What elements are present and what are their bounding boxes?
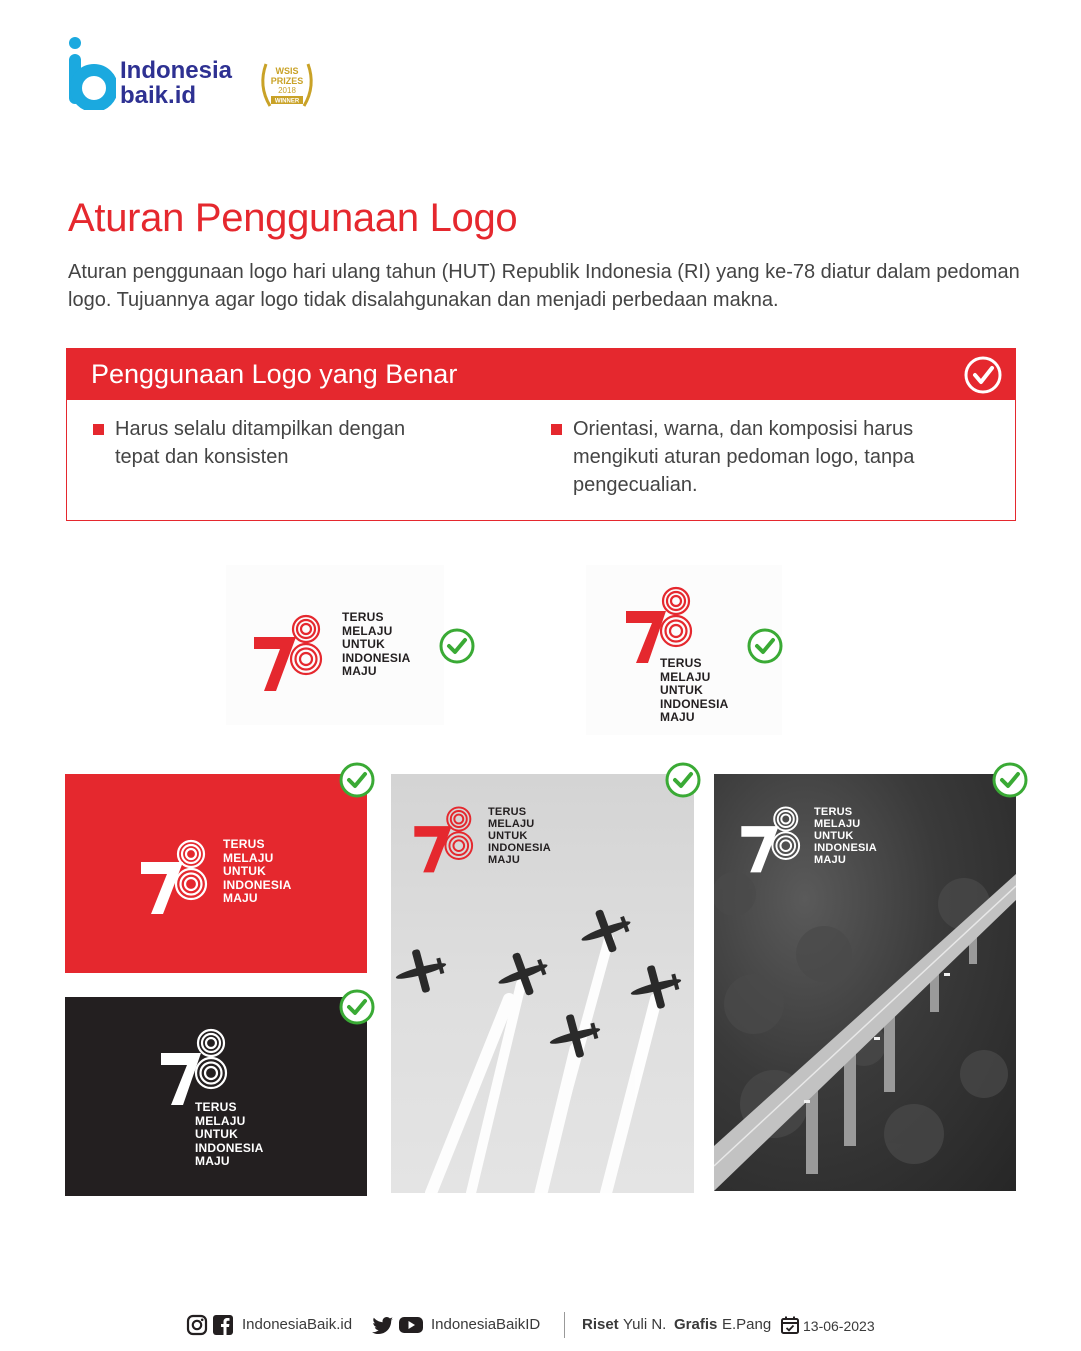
svg-text:PRIZES: PRIZES — [270, 76, 304, 86]
indonesiabaik-logo-icon — [68, 36, 116, 110]
logo-78-mark — [409, 790, 489, 880]
check-badge-icon — [439, 628, 475, 664]
check-badge-icon — [339, 989, 375, 1025]
riset-label: Riset — [582, 1316, 619, 1333]
check-badge-icon — [665, 762, 701, 798]
rule-item: Harus selalu ditampilkan dengan tepat dan konsisten — [93, 415, 453, 471]
logo-tagline: TERUS MELAJU UNTUK INDONESIA MAJU — [342, 610, 411, 678]
footer-divider — [564, 1312, 565, 1338]
correct-usage-heading: Penggunaan Logo yang Benar — [91, 359, 458, 389]
riset-name: Yuli N. — [623, 1316, 667, 1333]
wsis-award-badge-icon — [256, 54, 318, 116]
svg-text:WSIS: WSIS — [275, 66, 299, 76]
logo-on-black-panel — [65, 997, 367, 1196]
youtube-icon[interactable] — [398, 1314, 424, 1336]
logo-78-mark — [155, 1017, 245, 1109]
svg-text:2018: 2018 — [278, 86, 296, 95]
calendar-check-icon — [780, 1315, 800, 1335]
logo-on-photo-bridge-panel — [714, 774, 1016, 1191]
logo-on-red-panel — [65, 774, 367, 973]
publish-date: 13-06-2023 — [803, 1318, 875, 1334]
check-badge-icon — [339, 762, 375, 798]
logo-on-photo-planes-panel — [391, 774, 694, 1193]
bullet-square-icon — [551, 424, 562, 435]
logo-tagline: TERUS MELAJU UNTUK INDONESIA MAJU — [488, 806, 551, 866]
svg-text:WINNER: WINNER — [274, 98, 300, 105]
check-badge-icon — [747, 628, 783, 664]
logo-78-mark — [135, 822, 225, 922]
logo-horizontal-panel — [226, 565, 444, 725]
grafis-label: Grafis — [674, 1316, 718, 1333]
intro-paragraph: Aturan penggunaan logo hari ulang tahun (HUT) Republik Indonesia (RI) yang ke-78 diatur dalam pedoman logo. Tujuannya agar logo tidak disalahgunakan dan menjadi perbedaan makna. — [68, 261, 1020, 311]
brand-wordmark: Indonesia baik.id — [120, 57, 233, 109]
page-title: Aturan Penggunaan Logo — [68, 196, 518, 240]
correct-usage-box — [66, 348, 1016, 521]
check-badge-icon — [992, 762, 1028, 798]
rule-item: Orientasi, warna, dan komposisi harus mengikuti aturan pedoman logo, tanpa pengecualian. — [551, 415, 971, 499]
grafis-name: E.Pang — [722, 1316, 772, 1333]
logo-78-mark — [736, 790, 816, 880]
footer-handle-instagram-facebook[interactable]: IndonesiaBaik.id — [242, 1316, 353, 1333]
check-circle-icon — [963, 355, 1003, 395]
twitter-icon[interactable] — [372, 1314, 394, 1336]
facebook-icon[interactable] — [212, 1314, 234, 1336]
logo-78-mark — [620, 575, 710, 667]
correct-usage-header — [67, 349, 1015, 400]
logo-78-mark — [246, 595, 336, 695]
instagram-icon[interactable] — [186, 1314, 208, 1336]
logo-tagline: TERUS MELAJU UNTUK INDONESIA MAJU — [195, 1100, 264, 1168]
bullet-square-icon — [93, 424, 104, 435]
logo-tagline: TERUS MELAJU UNTUK INDONESIA MAJU — [814, 806, 877, 866]
logo-tagline: TERUS MELAJU UNTUK INDONESIA MAJU — [223, 837, 292, 905]
logo-tagline: TERUS MELAJU UNTUK INDONESIA MAJU — [660, 656, 729, 724]
footer-handle-twitter-youtube[interactable]: IndonesiaBaikID — [431, 1316, 541, 1333]
